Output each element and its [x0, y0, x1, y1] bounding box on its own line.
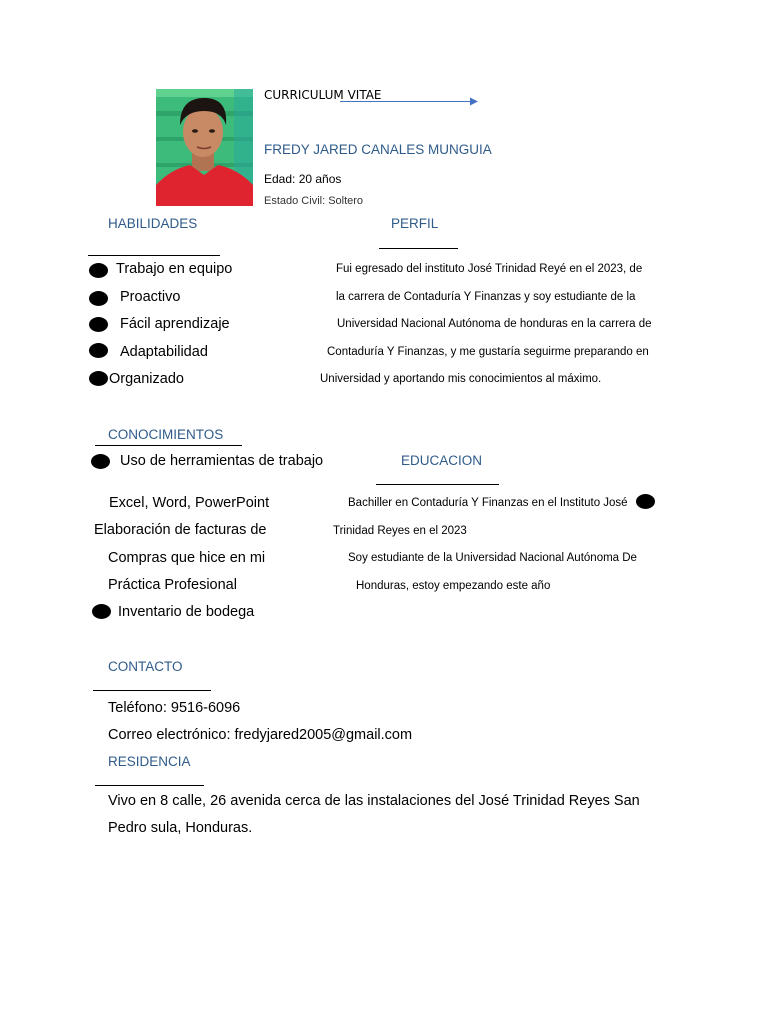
skill-item: Organizado	[109, 371, 184, 387]
education-line: Trinidad Reyes en el 2023	[333, 525, 467, 537]
contact-underline	[93, 690, 211, 691]
bullet-icon	[89, 317, 108, 332]
contact-phone: Teléfono: 9516-6096	[108, 700, 241, 716]
knowledge-line: Inventario de bodega	[118, 604, 255, 620]
education-line: Bachiller en Contaduría Y Finanzas en el Instituto José	[348, 497, 628, 509]
bullet-icon	[89, 263, 108, 278]
knowledge-line: Práctica Profesional	[108, 577, 237, 593]
profile-underline	[379, 248, 458, 249]
skills-underline	[88, 255, 220, 256]
knowledge-line: Elaboración de facturas de	[94, 522, 267, 538]
bullet-icon	[636, 494, 655, 509]
bullet-icon	[91, 454, 110, 469]
profile-line: Universidad y aportando mis conocimientos al máximo.	[320, 373, 602, 385]
knowledge-heading: CONOCIMIENTOS	[108, 427, 224, 442]
profile-line: Fui egresado del instituto José Trinidad Reyé en el 2023, de	[336, 263, 643, 275]
skill-item: Fácil aprendizaje	[120, 316, 230, 332]
bullet-icon	[89, 371, 108, 386]
residence-line: Pedro sula, Honduras.	[108, 820, 253, 836]
profile-line: Contaduría Y Finanzas, y me gustaría seguirme preparando en	[327, 346, 649, 358]
age: Edad: 20 años	[264, 172, 342, 186]
civil-status: Estado Civil: Soltero	[264, 195, 364, 207]
profile-heading: PERFIL	[391, 216, 439, 231]
title-arrow-icon	[340, 96, 480, 108]
bullet-icon	[92, 604, 111, 619]
cv-title: CURRICULUM VITAE	[264, 88, 382, 102]
skills-heading: HABILIDADES	[108, 216, 198, 231]
contact-heading: CONTACTO	[108, 659, 183, 674]
bullet-icon	[89, 343, 108, 358]
knowledge-line: Excel, Word, PowerPoint	[109, 495, 270, 511]
education-line: Soy estudiante de la Universidad Nacional Autónoma De	[348, 552, 637, 564]
knowledge-line: Uso de herramientas de trabajo	[120, 453, 324, 469]
education-heading: EDUCACION	[401, 453, 483, 468]
profile-line: Universidad Nacional Autónoma de honduras en la carrera de	[337, 318, 652, 330]
skill-item: Proactivo	[120, 289, 181, 305]
residence-line: Vivo en 8 calle, 26 avenida cerca de las instalaciones del José Trinidad Reyes San	[108, 793, 640, 809]
education-underline	[376, 484, 499, 485]
skill-item: Trabajo en equipo	[116, 261, 233, 277]
bullet-icon	[89, 291, 108, 306]
skill-item: Adaptabilidad	[120, 344, 208, 360]
profile-line: la carrera de Contaduría Y Finanzas y soy estudiante de la	[336, 291, 636, 303]
education-line: Honduras, estoy empezando este año	[356, 580, 551, 592]
person-name: FREDY JARED CANALES MUNGUIA	[264, 142, 492, 157]
contact-email: Correo electrónico: fredyjared2005@gmail.com	[108, 727, 413, 743]
knowledge-line: Compras que hice en mi	[108, 550, 266, 566]
residence-underline	[95, 785, 204, 786]
residence-heading: RESIDENCIA	[108, 754, 191, 769]
knowledge-underline	[95, 445, 242, 446]
profile-photo	[156, 89, 253, 206]
